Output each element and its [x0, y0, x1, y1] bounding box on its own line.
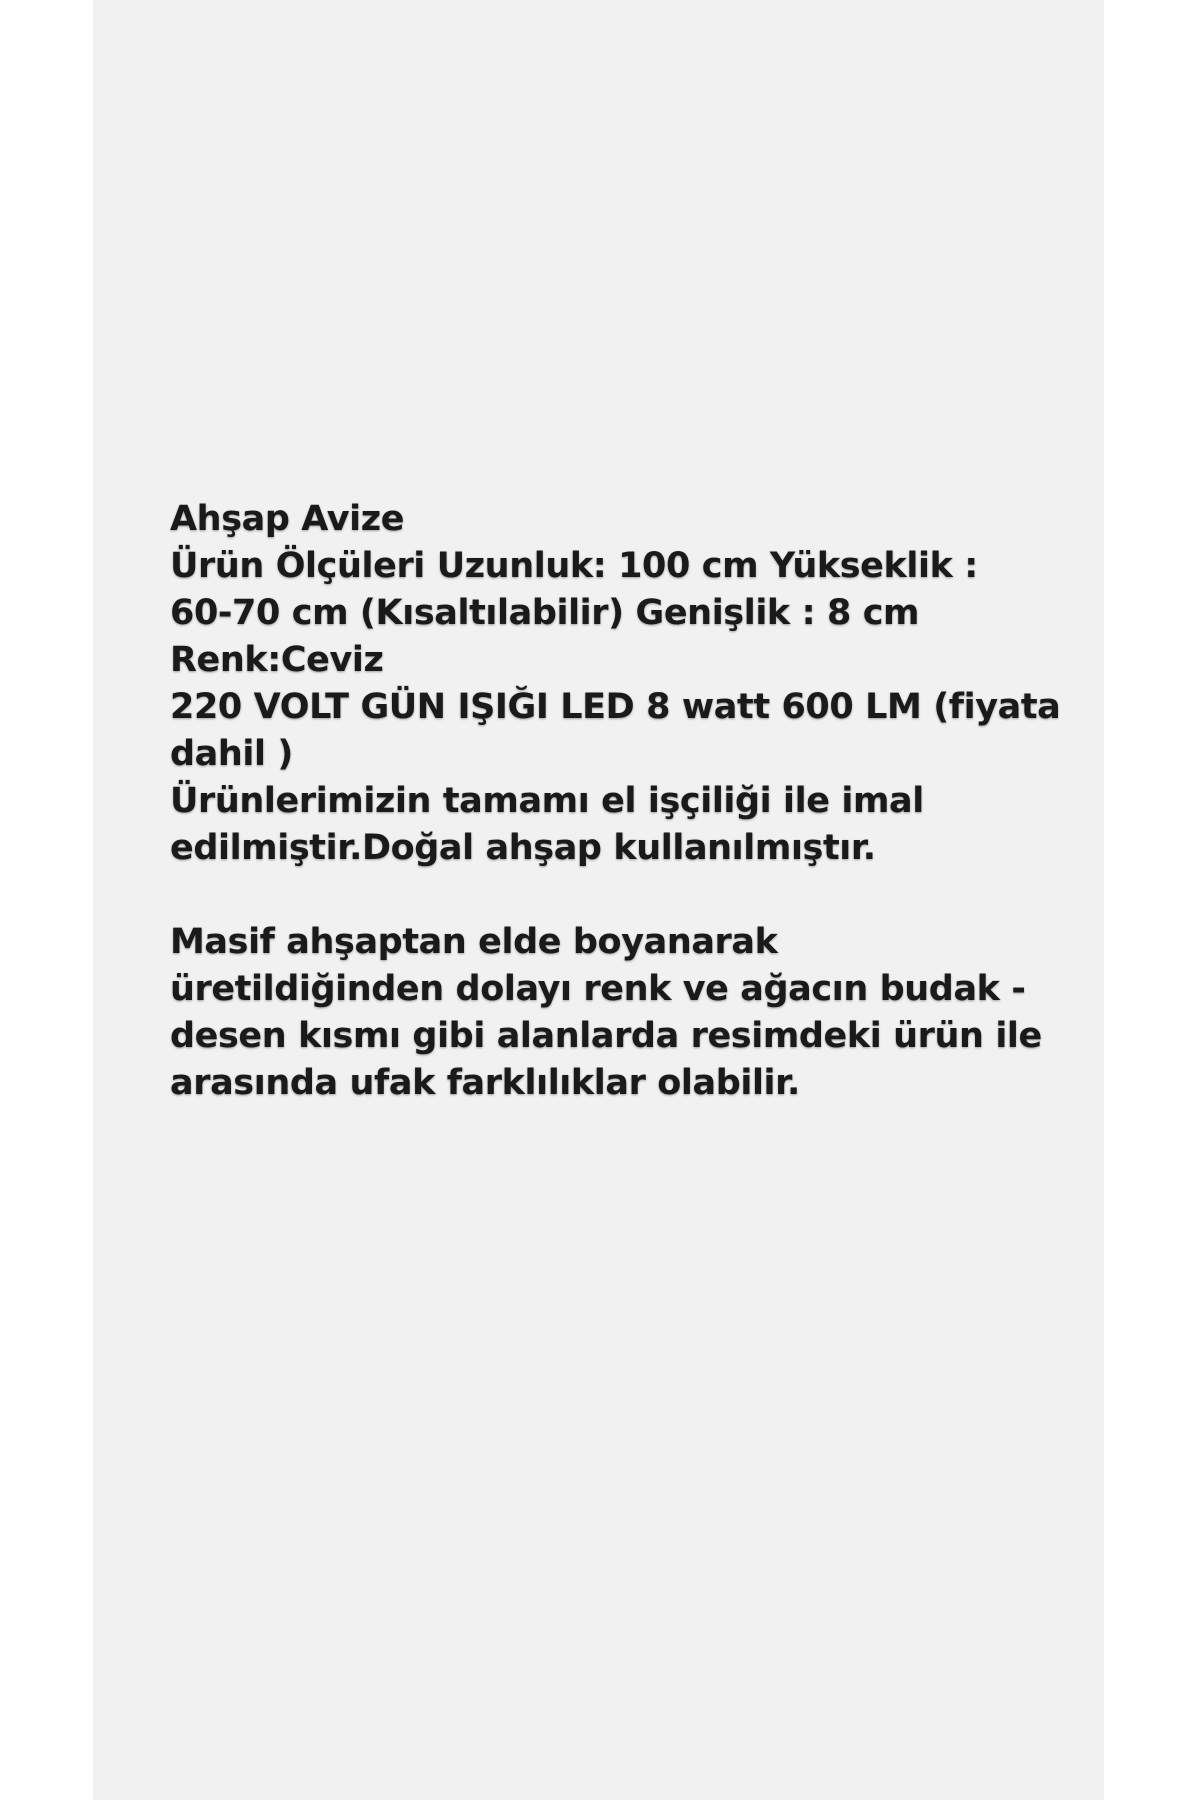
product-line: 60-70 cm (Kısaltılabilir) Genişlik : 8 cm [170, 593, 920, 633]
product-line: Renk:Ceviz [170, 640, 384, 680]
product-line: edilmiştir.Doğal ahşap kullanılmıştır. [170, 828, 876, 868]
note-line: Masif ahşaptan elde boyanarak [170, 922, 778, 962]
product-line: 220 VOLT GÜN IŞIĞI LED 8 watt 600 LM (fiyata [170, 687, 1061, 727]
paragraph-gap [170, 872, 1050, 919]
product-description [170, 496, 1061, 1107]
product-line: Ürün Ölçüleri Uzunluk: 100 cm Yükseklik : [170, 546, 978, 586]
note-line: üretildiğinden dolayı renk ve ağacın budak - [170, 969, 1026, 1009]
product-title: Ahşap Avize [170, 499, 405, 539]
product-line: dahil ) [170, 734, 293, 774]
product-line: Ürünlerimizin tamamı el işçiliği ile imal [170, 781, 924, 821]
note-line: desen kısmı gibi alanlarda resimdeki ürün ile [170, 1016, 1042, 1056]
note-line: arasında ufak farklılıklar olabilir. [170, 1063, 800, 1103]
